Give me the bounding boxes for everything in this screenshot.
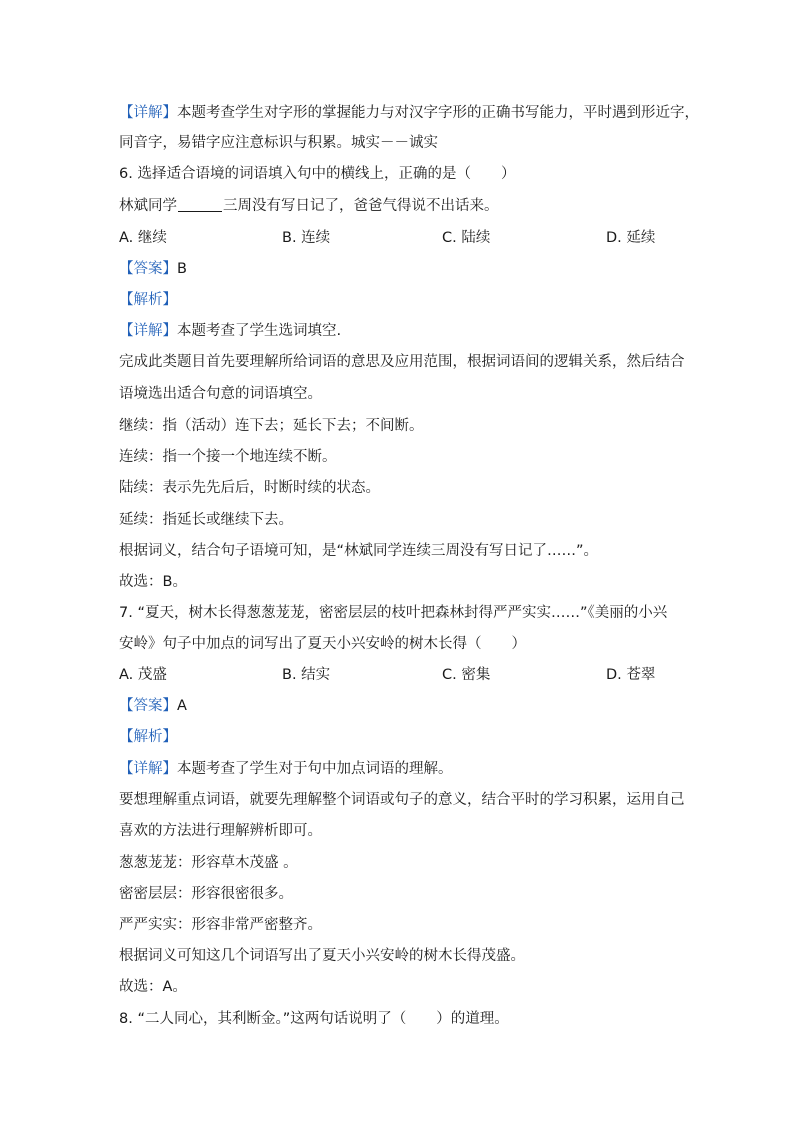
q6-option-a: A. 继续: [119, 230, 167, 246]
q8-stem-close: ）的道理。: [436, 1011, 509, 1027]
answer-tag: 【答案】: [119, 698, 177, 714]
detail-tag: 【详解】: [119, 323, 177, 339]
q6-option-d: D. 延续: [606, 230, 656, 246]
q7-detail-line3: 喜欢的方法进行理解辨析即可。: [119, 823, 322, 839]
q6-option-c: C. 陆续: [442, 230, 491, 246]
answer-blank: [178, 196, 222, 212]
detail-tag: 【详解】: [119, 761, 177, 777]
q7-stem-close: ）: [511, 636, 526, 652]
q6-stem-text: 6. 选择适合语境的词语填入句中的横线上，正确的是（: [119, 166, 471, 182]
q7-stem-line2: [119, 634, 734, 654]
q6-option-b: B. 连续: [282, 230, 331, 246]
q6-stem: [119, 164, 734, 184]
q5-detail-line2: 同音字，易错字应注意标识与积累。城实－－诚实: [119, 135, 438, 151]
detail-tag: 【详解】: [119, 105, 177, 121]
q6-definition-1: 继续：指（活动）连下去；延长下去；不间断。: [119, 418, 424, 434]
q6-conclusion: 根据词义，结合句子语境可知，是“林斌同学连续三周没有写日记了……”。: [119, 543, 599, 559]
q7-option-d: D. 苍翠: [606, 667, 656, 683]
q6-sentence-after: 三周没有写日记了，爸爸气得说不出话来。: [223, 198, 499, 214]
q6-definition-3: 陆续：表示先先后后，时断时续的状态。: [119, 480, 380, 496]
q6-analysis-tag: 【解析】: [119, 292, 177, 308]
q7-choose: 故选：A。: [119, 979, 187, 995]
q5-detail-line1: [119, 103, 734, 123]
q7-answer: [119, 696, 734, 716]
q7-option-c: C. 密集: [442, 667, 491, 683]
q7-stem-text: 安岭》句子中加点的词写出了夏天小兴安岭的树木长得（: [119, 636, 482, 652]
detail-text: 本题考查了学生对于句中加点词语的理解。: [177, 761, 453, 777]
q8-stem: [119, 1009, 734, 1029]
detail-text: 本题考查了学生选词填空.: [177, 323, 342, 339]
q7-option-a: A. 茂盛: [119, 667, 167, 683]
q6-choose: 故选：B。: [119, 574, 187, 590]
q7-option-b: B. 结实: [282, 667, 331, 683]
q8-stem-text: 8. “二人同心，其利断金。”这两句话说明了（: [119, 1011, 407, 1027]
q7-detail-line1: [119, 759, 734, 779]
q6-detail-line1: [119, 321, 734, 341]
q6-definition-2: 连续：指一个接一个地连续不断。: [119, 449, 337, 465]
q7-detail-line2: 要想理解重点词语，就要先理解整个词语或句子的意义，结合平时的学习积累，运用自己: [119, 792, 685, 808]
answer-tag: 【答案】: [119, 261, 177, 277]
answer-value: A: [177, 698, 187, 714]
q6-sentence: [119, 196, 734, 216]
q7-analysis-tag: 【解析】: [119, 729, 177, 745]
q6-stem-close: ）: [500, 166, 516, 182]
answer-value: B: [177, 261, 187, 277]
detail-text: 本题考查学生对字形的掌握能力与对汉字字形的正确书写能力，平时遇到形近字，: [177, 105, 699, 121]
q6-detail-line3: 语境选出适合句意的词语填空。: [119, 386, 322, 402]
q7-stem-line1: 7. “夏天，树木长得葱葱茏茏，密密层层的枝叶把森林封得严严实实……”《美丽的小兴: [119, 605, 668, 621]
q6-detail-line2: 完成此类题目首先要理解所给词语的意思及应用范围，根据词语间的逻辑关系，然后结合: [119, 354, 685, 370]
q7-definition-3: 严严实实：形容非常严密整齐。: [119, 917, 322, 933]
q7-definition-1: 葱葱茏茏：形容草木茂盛 。: [119, 855, 298, 871]
q7-definition-2: 密密层层：形容很密很多。: [119, 886, 293, 902]
q6-sentence-before: 林斌同学: [119, 198, 177, 214]
q6-definition-4: 延续：指延长或继续下去。: [119, 512, 293, 528]
q6-answer: [119, 259, 734, 279]
q7-conclusion: 根据词义可知这几个词语写出了夏天小兴安岭的树木长得茂盛。: [119, 948, 525, 964]
